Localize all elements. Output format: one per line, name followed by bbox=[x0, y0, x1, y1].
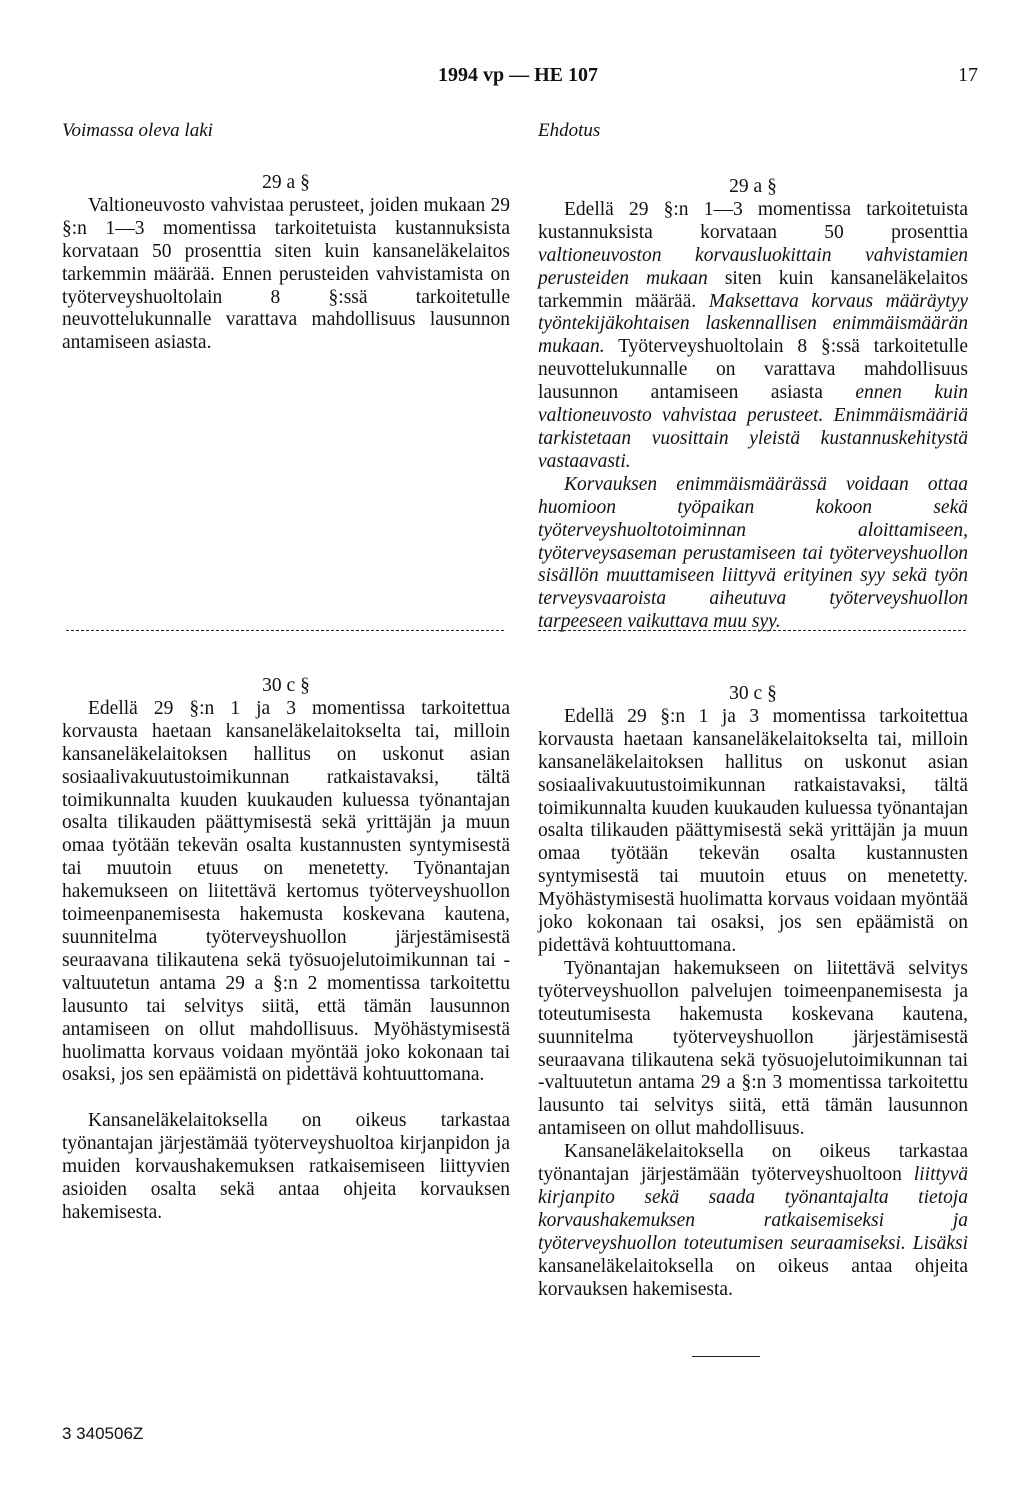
page-header bbox=[0, 64, 1024, 94]
left-section-30c bbox=[62, 675, 510, 1225]
paragraph: Edellä 29 §:n 1 ja 3 momentissa tarkoitettua korvausta haetaan kansaneläkelaitokselta tai, milloin kansaneläkelaitoksen hallitus on uskonut asian sosiaalivakuutustoimikunnan ratkaistavaksi, tältä toimikunnalta kuuden kuukauden kuluessa työnantajan osalta tilikauden päättymisestä sekä yrittäjän ja muun omaa työtään tekevän osalta kustannusten syntymisestä tai muutoin etuus on menetetty. Myöhästymisestä huolimatta korvaus voidaan myöntää joko kokonaan tai osaksi, jos sen epäämistä on pidettävä kohtuuttomana. bbox=[538, 705, 968, 956]
section-heading: 29 a § bbox=[729, 176, 777, 197]
paragraph: Edellä 29 §:n 1—3 momentissa tarkoitetuista kustannuksista korvataan 50 prosenttia valtioneuvoston korvausluokittain vahvistamien perusteiden mukaan siten kuin kansaneläkelaitos tarkemmin määrää. Maksettava korvaus määräytyy työntekijäkohtaisen laskennallisen enimmäismäärän mukaan. Työterveyshuoltolain 8 §:ssä tarkoitetulle neuvottelukunnalle on varattava mahdollisuus lausunnon antamiseen asiasta ennen kuin valtioneuvosto vahvistaa perusteet. Enimmäismääriä tarkistetaan vuosittain yleistä kustannuskehitystä vastaavasti. bbox=[538, 198, 968, 472]
left-column-heading: Voimassa oleva laki bbox=[62, 120, 213, 141]
section-heading: 30 c § bbox=[262, 675, 310, 696]
right-column-heading: Ehdotus bbox=[538, 120, 601, 141]
paragraph: Kansaneläkelaitoksella on oikeus tarkastaa työnantajan järjestämää työterveyshuoltoa kirjanpidon ja muiden korvaushakemuksen ratkaisemiseen liittyvien asioiden osalta sekä antaa ohjeita korvauksen hakemisesta. bbox=[62, 1110, 510, 1223]
paragraph: Valtioneuvosto vahvistaa perusteet, joiden mukaan 29 §:n 1—3 momentissa tarkoitetuista kustannuksista korvataan 50 prosenttia siten kuin kansaneläkelaitos tarkemmin määrää. Ennen perusteiden vahvistamista on työterveyshuoltolain 8 §:ssä tarkoitetulle neuvottelukunnalle varattava mahdollisuus lausunnon antamiseen asiasta. bbox=[62, 194, 510, 354]
end-rule bbox=[692, 1356, 760, 1357]
document-title: 1994 vp — HE 107 bbox=[437, 64, 599, 86]
paragraph: Kansaneläkelaitoksella on oikeus tarkastaa työnantajan järjestämään työterveyshuoltoon liittyvä kirjanpito sekä saada työnantajalta tietoja korvaushakemuksen ratkaisemiseksi ja työterveyshuollon toteutumisen seuraamiseksi. Lisäksi kansaneläkelaitoksella on oikeus antaa ohjeita korvauksen hakemisesta. bbox=[538, 1141, 968, 1300]
paragraph-italic: Korvauksen enimmäismäärässä voidaan ottaa huomioon työpaikan kokoon sekä työterveyshuoltotoiminnan aloittamiseen, työterveysaseman perustamiseen tai työterveyshuollon sisällön muuttamiseen liittyvä erityinen syy sekä työn terveysvaaroista aiheutuva työterveyshuollon tarpeeseen vaikuttava muu syy. bbox=[538, 473, 968, 633]
omission-divider-left bbox=[66, 630, 504, 631]
print-code: 3 340506Z bbox=[62, 1424, 144, 1443]
page-number: 17 bbox=[958, 64, 978, 86]
section-heading: 29 a § bbox=[262, 172, 310, 193]
left-section-29a bbox=[62, 172, 510, 355]
section-heading: 30 c § bbox=[729, 683, 777, 704]
right-section-29a bbox=[538, 176, 968, 634]
paragraph: Työnantajan hakemukseen on liitettävä selvitys työterveyshuollon palvelujen toimeenpanemisesta ja toteutumisesta hakemusta koskevana kautena, suunnitelma työterveyshuollon järjestämisestä seuraavana tilikautena sekä työsuojelutoimikunnan tai -valtuutetun antama 29 a §:n 3 momentissa tarkoitettu lausunto tai selvitys siitä, että tämän lausunnon antamiseen on ollut mahdollisuus. bbox=[538, 957, 968, 1140]
right-section-30c bbox=[538, 683, 968, 1301]
paragraph: Edellä 29 §:n 1 ja 3 momentissa tarkoitettua korvausta haetaan kansaneläkelaitokselta tai, milloin kansaneläkelaitoksen hallitus on uskonut asian sosiaalivakuutustoimikunnan ratkaistavaksi, tältä toimikunnalta kuuden kuukauden kuluessa työnantajan osalta tilikauden päättymisestä sekä yrittäjän ja muun omaa työtään tekevän osalta kustannusten syntymisestä tai muutoin etuus on menetetty. Työnantajan hakemukseen on liitettävä kertomus työterveyshuollon toimeenpanemisesta hakemusta koskevana kautena, suunnitelma työterveyshuollon järjestämisestä seuraavana tilikautena sekä työsuojelutoimikunnan tai -valtuutetun antama 29 a §:n 2 momentissa tarkoitettu lausunto tai selvitys siitä, että tämän lausunnon antamiseen on ollut mahdollisuus. Myöhästymisestä huolimatta korvaus voidaan myöntää joko kokonaan tai osaksi, jos sen epäämistä on pidettävä kohtuuttomana. bbox=[62, 697, 510, 1086]
omission-divider-right bbox=[538, 630, 966, 631]
